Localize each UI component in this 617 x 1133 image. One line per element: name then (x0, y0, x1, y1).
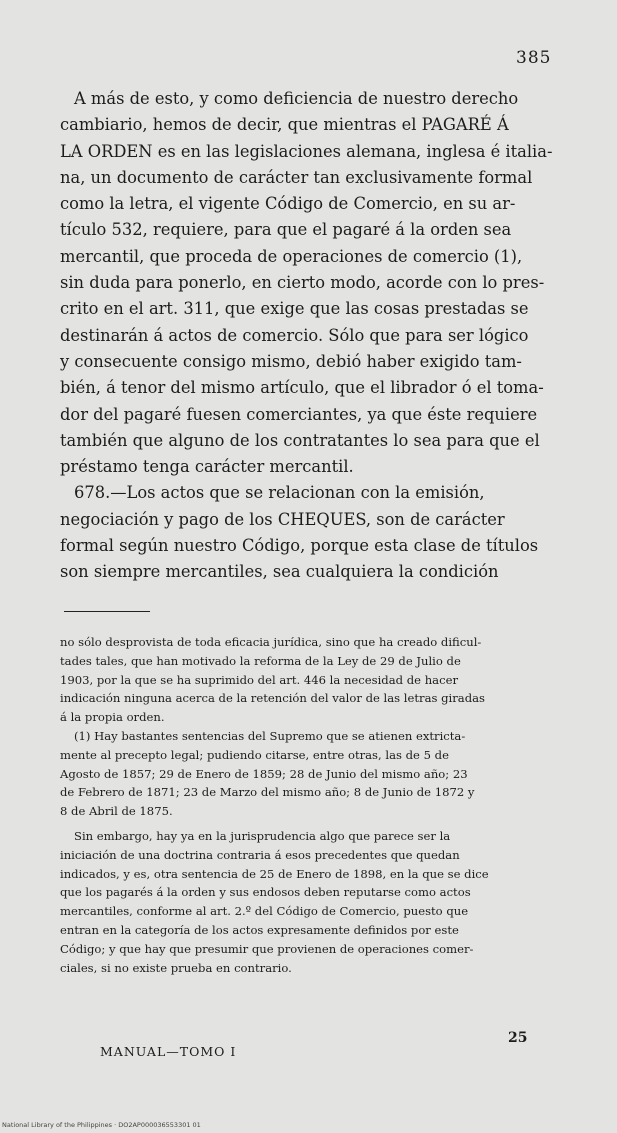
text-line: formal según nuestro Código, porque esta clase de títulos (60, 536, 539, 556)
library-watermark: National Library of the Philippines · DO2AP000036553301 01 (2, 1121, 201, 1129)
text-line: y consecuente consigo mismo, debió haber exigido tam- (60, 351, 522, 371)
footnote-line: Agosto de 1857; 29 de Enero de 1859; 28 de Junio del mismo año; 23 (60, 766, 468, 781)
signature-mark: MANUAL—TOMO I (100, 1044, 237, 1059)
text-line: préstamo tenga carácter mercantil. (60, 457, 354, 477)
text-line: sin duda para ponerlo, en cierto modo, acorde con lo pres- (60, 273, 545, 293)
text-line: na, un documento de carácter tan exclusivamente formal (60, 167, 533, 187)
text-line: A más de esto, y como deficiencia de nuestro derecho (74, 89, 519, 108)
footnote-line: á la propia orden. (60, 710, 165, 725)
footnote-line: Código; y que hay que presumir que provienen de operaciones comer- (60, 941, 474, 956)
footnote-line: de Febrero de 1871; 23 de Marzo del mismo año; 8 de Junio de 1872 y (60, 785, 475, 800)
text-line: LA ORDEN es en las legislaciones alemana, inglesa é italia- (60, 141, 553, 161)
footnote-line: mercantiles, conforme al art. 2.º del Código de Comercio, puesto que (60, 904, 469, 919)
footnote-line: tades tales, que han motivado la reforma de la Ley de 29 de Julio de (60, 653, 461, 668)
footnote-line: no sólo desprovista de toda eficacia jurídica, sino que ha creado dificul- (60, 635, 482, 649)
text-line: bién, á tenor del mismo artículo, que el librador ó el toma- (60, 378, 544, 398)
text-line: 678.—Los actos que se relacionan con la emisión, (74, 483, 485, 503)
text-line: como la letra, el vigente Código de Comercio, en su ar- (60, 194, 516, 214)
footnote-divider (64, 611, 150, 612)
footnotes (60, 633, 580, 977)
text-line: tículo 532, requiere, para que el pagaré á la orden sea (60, 220, 512, 240)
sheet-number: 25 (508, 1030, 528, 1046)
page-number: 385 (516, 48, 552, 68)
footnote-line: iniciación de una doctrina contraria á esos precedentes que quedan (60, 847, 460, 862)
text-line: también que alguno de los contratantes lo sea para que el (60, 430, 540, 450)
footnote-line: Sin embargo, hay ya en la jurisprudencia algo que parece ser la (74, 828, 451, 843)
text-line: cambiario, hemos de decir, que mientras el PAGARÉ Á (60, 115, 509, 135)
text-line: destinarán á actos de comercio. Sólo que para ser lógico (60, 325, 529, 345)
text-line: dor del pagaré fuesen comerciantes, ya que éste requiere (60, 404, 538, 424)
text-line: son siempre mercantiles, sea cualquiera la condición (60, 562, 499, 582)
footnote-line: mente al precepto legal; pudiendo citarse, entre otras, las de 5 de (60, 747, 449, 762)
footnote-line: ciales, si no existe prueba en contrario. (60, 960, 292, 975)
footnote-line: (1) Hay bastantes sentencias del Supremo que se atienen extricta- (74, 728, 466, 743)
text-line: mercantil, que proceda de operaciones de comercio (1), (60, 246, 523, 266)
main-text (60, 86, 580, 586)
footnote-line: entran en la categoría de los actos expresamente definidos por este (60, 922, 459, 937)
footnote-line: 1903, por la que se ha suprimido del art. 446 la necesidad de hacer (60, 672, 458, 687)
text-line: crito en el art. 311, que exige que las cosas prestadas se (60, 299, 529, 319)
text-line: negociación y pago de los CHEQUES, son de carácter (60, 509, 505, 529)
footnote-line: indicados, y es, otra sentencia de 25 de Enero de 1898, en la que se dice (60, 866, 489, 881)
footnote-line: indicación ninguna acerca de la retención del valor de las letras giradas (60, 691, 485, 706)
footnote-line: 8 de Abril de 1875. (60, 804, 173, 819)
footnote-line: que los pagarés á la orden y sus endosos deben reputarse como actos (60, 885, 471, 900)
